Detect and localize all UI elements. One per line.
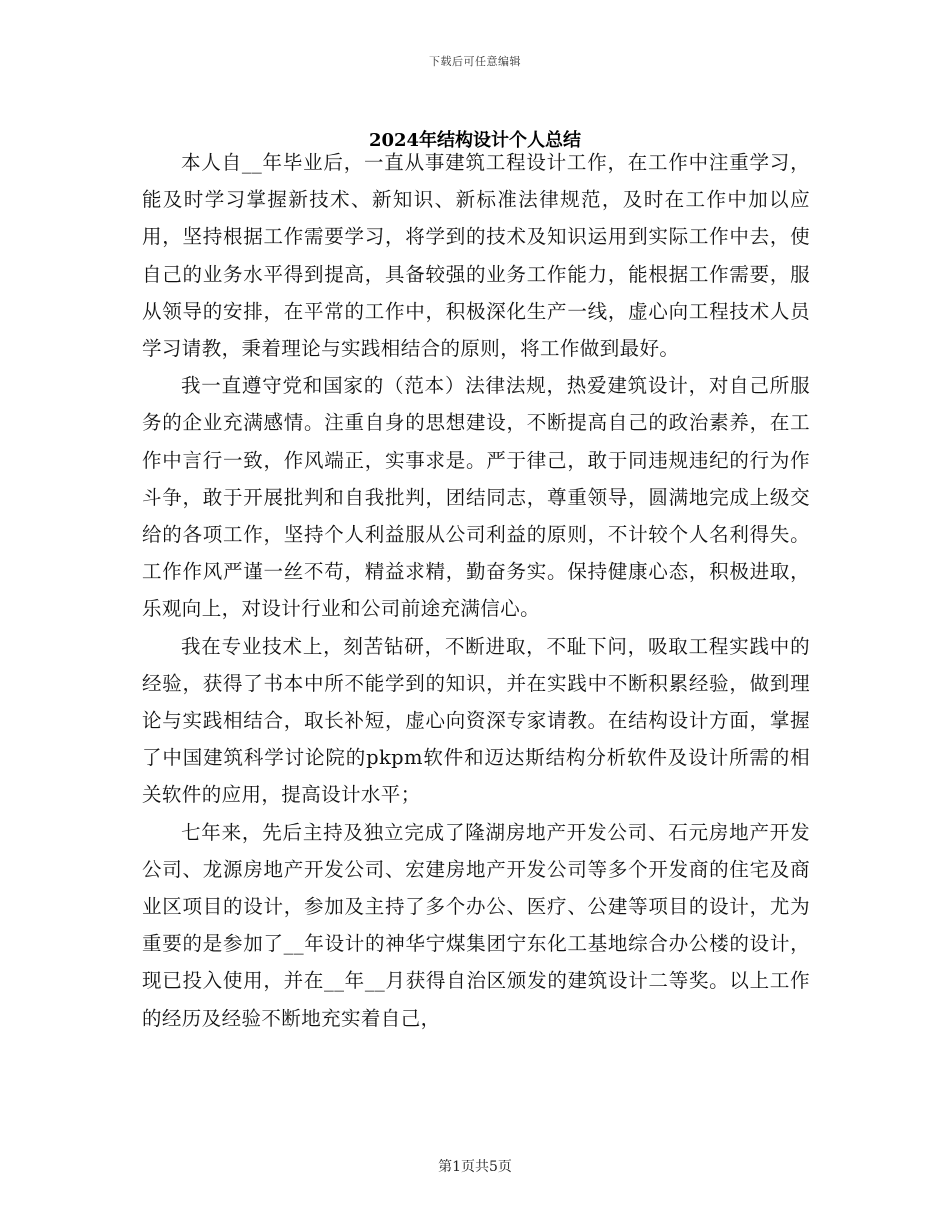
page-header-note: 下载后可任意编辑 xyxy=(429,55,521,68)
paragraph-3: 我在专业技术上，刻苦钻研，不断进取，不耻下问，吸取工程实践中的经验，获得了书本中所不能学到的知识，并在实践中不断积累经验，做到理论与实践相结合，取长补短，虚心向资深专家请教。在结构设计方面，掌握了中国建筑科学讨论院的pkpm软件和迈达斯结构分析软件及设计所需的相关软件的应用，提高设计水平； xyxy=(142,634,810,807)
paragraph-1: 本人自__年毕业后，一直从事建筑工程设计工作，在工作中注重学习，能及时学习掌握新技术、新知识、新标准法律规范，及时在工作中加以应用，坚持根据工作需要学习，将学到的技术及知识运用到实际工作中去，使自己的业务水平得到提高，具备较强的业务工作能力，能根据工作需要，服从领导的安排，在平常的工作中，积极深化生产一线，虚心向工程技术人员学习请教，秉着理论与实践相结合的原则，将工作做到最好。 xyxy=(142,151,810,361)
paragraph-2: 我一直遵守党和国家的（范本）法律法规，热爱建筑设计，对自己所服务的企业充满感情。注重自身的思想建设，不断提高自己的政治素养，在工作中言行一致，作风端正，实事求是。严于律己，敢于同违规违纪的行为作斗争，敢于开展批判和自我批判，团结同志，尊重领导，圆满地完成上级交给的各项工作，坚持个人利益服从公司利益的原则，不计较个人名利得失。工作作风严谨一丝不苟，精益求精，勤奋务实。保持健康心态，积极进取，乐观向上，对设计行业和公司前途充满信心。 xyxy=(142,374,810,621)
paragraph-4: 七年来，先后主持及独立完成了隆湖房地产开发公司、石元房地产开发公司、龙源房地产开发公司、宏建房地产开发公司等多个开发商的住宅及商业区项目的设计，参加及主持了多个办公、医疗、公建等项目的设计，尤为重要的是参加了__年设计的神华宁煤集团宁东化工基地综合办公楼的设计，现已投入使用，并在__年__月获得自治区颁发的建筑设计二等奖。以上工作的经历及经验不断地充实着自己， xyxy=(142,820,810,1030)
page-number: 第1页共5页 xyxy=(438,1159,512,1175)
document-body xyxy=(142,144,810,1037)
document-title: 2024年结构设计个人总结 xyxy=(368,130,582,152)
